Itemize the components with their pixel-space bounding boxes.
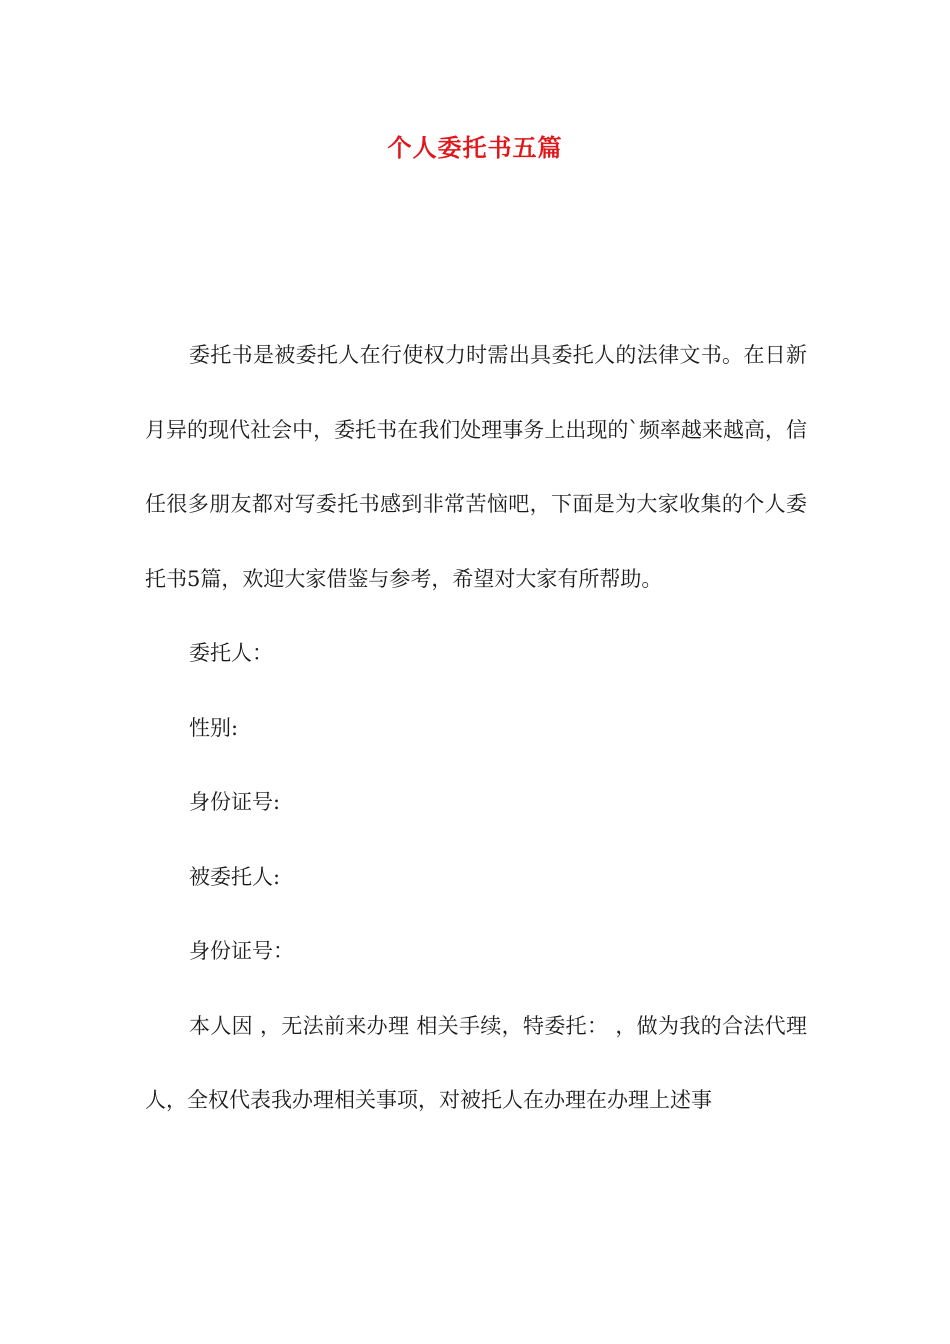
principal-field: 委托人：: [189, 641, 273, 665]
gender-field: 性别:: [189, 715, 239, 740]
intro-paragraph: 委托书是被委托人在行使权力时需出具委托人的法律文书。在日新月异的现代社会中，委托书在我们处理事务上出现的`频率越来越高，信任很多朋友都对写委托书感到非常苦恼吧，下面是为大家收集的个人委托书5篇，欢迎大家借鉴与参考，希望对大家有所帮助。: [145, 343, 807, 591]
document-title: 个人委托书五篇: [387, 133, 563, 162]
agent-id-field: 身份证号：: [189, 939, 294, 963]
authorization-paragraph: 本人因 ，无法前来办理 相关手续，特委托： ，做为我的合法代理人，全权代表我办理相关事项，对被托人在办理在办理上述事: [145, 1013, 807, 1112]
agent-field: 被委托人:: [189, 864, 281, 889]
principal-id-field: 身份证号:: [189, 790, 281, 814]
document-body: [145, 318, 807, 1138]
